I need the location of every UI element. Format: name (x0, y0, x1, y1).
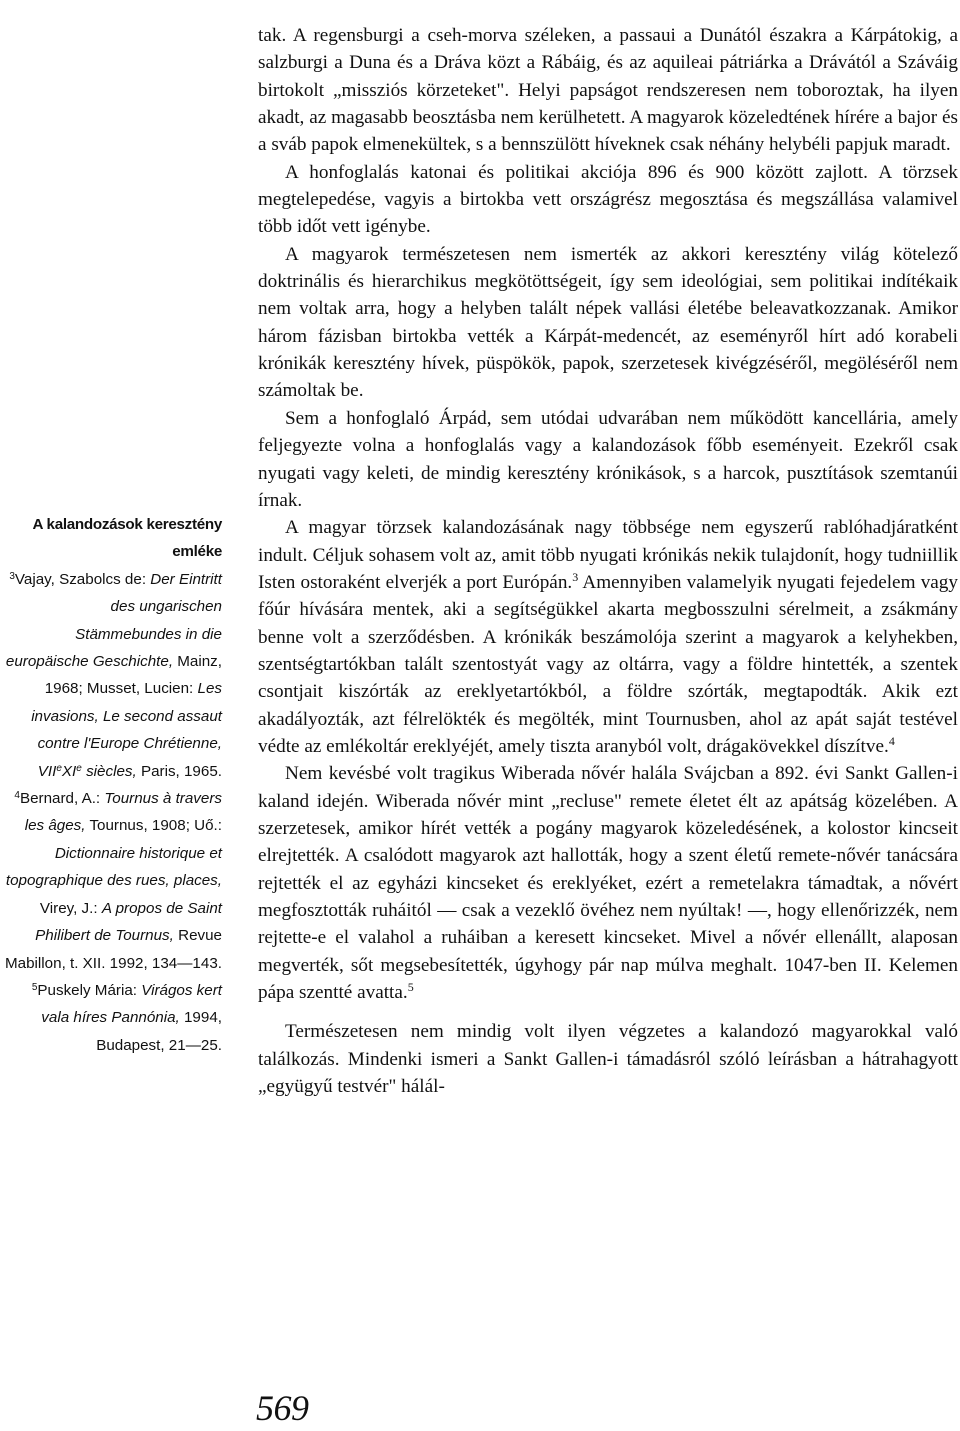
paragraph-6 (258, 760, 958, 1006)
footnote-ref: 4 (888, 733, 895, 748)
footnote-ref: 5 (407, 980, 414, 995)
text-run: Paris, 1965. (136, 762, 222, 780)
footnote-ref: e (56, 762, 62, 774)
italic-title: XI (61, 762, 77, 780)
text-run: A magyarok természetesen nem ismerték az akkori keresztény világ kötelező doktrinális és hierarchikus megkötöttségeit, így sem ideológiai, sem politikai indítékaik nem voltak arra, hogy a helyben talált népek vallási életébe beleavatkozzanak. Amikor három fázisban birtokba vették a Kárpát-medencét, az eseményről hírt adó korabeli krónikák keresztény hívek, püspökök, papok, szerzetesek kivégzéséről, megöléséről nem számoltak be. (258, 243, 958, 402)
footnote-number: 4 (14, 790, 20, 802)
footnote-5 (0, 977, 222, 1059)
paragraph-4 (258, 405, 958, 514)
text-run: Mainz, 1968; Musset, Lucien: (44, 653, 222, 698)
margin-notes (0, 0, 222, 1431)
italic-title: Dictionnaire historique et topographique des rues, places, (5, 844, 222, 890)
text-run: Virey, J.: (39, 899, 102, 917)
footnote-ref: 3 (572, 569, 579, 584)
text-run: Amennyiben valamelyik nyugati fejedelem vagy főúr hívására mentek, aki a segítségükkel akarta megbosszulni sérelmeit, a zsákmány benne volt a szerződésben. A krónikák beszámolója szerint a magyarok a kelyhekben, szentségtartókban talált szentostyát vagy az oltárra, vagy a földre hintették, a szentek csontjait kiszórták az ereklyetartókból, a földre szórták, megtapodták. Akik ezt akadályozták, azt félrelökték és megölték, mint Tournusben, ahol az apát saját testével védte az emlékoltár ereklyéjét, amely tiszta aranyból volt, drágakövekkel díszítve. (258, 571, 958, 757)
footnote-number: 3 (9, 570, 15, 582)
text-run: Tournus, 1908; Uő.: (85, 817, 222, 835)
text-run: A honfoglalás katonai és politikai akciója 896 és 900 között zajlott. A törzsek megtelepedése, vagyis a birtokba vett országrész megosztása és megszállása valamivel több időt vett igénybe. (258, 161, 958, 238)
footnotes (0, 566, 222, 1059)
body-text (258, 22, 958, 1100)
footnote-ref: e (76, 762, 82, 774)
footnote-4 (0, 785, 222, 977)
margin-heading: A kalandozások keresztény emléke (32, 516, 222, 561)
italic-title: Der Eintritt des ungarischen Stämmebundes in die europäische Geschichte, (5, 570, 222, 671)
italic-title: Virágos kert vala híres Pannónia, (41, 981, 222, 1027)
text-run: Természetesen nem mindig volt ilyen végzetes a kalandozó magyarokkal való találkozás. Mindenki ismeri a Sankt Gallen-i támadásról szóló leírásban a hátrahagyott „együgyű testvér" hálál- (258, 1021, 958, 1098)
footnote-3 (0, 566, 222, 785)
text-run: Vajay, Szabolcs de: (14, 570, 151, 588)
margin-notes-block (0, 511, 222, 1059)
text-run: Bernard, A.: (19, 790, 105, 808)
text-run: Nem kevésbé volt tragikus Wiberada nővér halála Svájcban a 892. évi Sankt Gallen-i kaland idején. Wiberada nővér mint „recluse" remete életet élt az apátság közelében. A szerzetesek, amikor hírét vették a pogány magyarok közeledésének, a kolostor kincseit elrejtették. A csalódott magyarok azt hallották, hogy a szent életű remete-nővér tanácsára rejtették el az egyházi kincseket és ereklyéket, ezért a remetelakra támadtak, a nővért megfosztották ruháitól — csak a vezeklő övéhez nem nyúltak! —, hogy ellenőrizzék, nem rejtette-e el valahol a ruháiban a keresett kincseket. Mivel a nővér ellenállt, alaposan megverték, sőt megsebesítették, úgyhogy pár nap múlva meghalt. 1047-ben II. Kelemen pápa szentté avatta. (258, 763, 958, 1004)
paragraph-3 (258, 241, 958, 405)
italic-title: Les invasions, Le second assaut contre l'Europe Chrétienne, VII (31, 680, 222, 780)
text-run: A magyar törzsek kalandozásának nagy többsége nem egyszerű rablóhadjáratként indult. Céljuk sohasem volt az, amit több nyugati krónikás nekik tulajdonít, hogy tudniillik Isten ostoraként elverjék a port Európán. (258, 517, 958, 593)
text-run: Revue Mabillon, t. XII. 1992, 134—143. (5, 927, 222, 972)
text-run: Puskely Mária: (37, 981, 142, 999)
paragraph-2 (258, 159, 958, 241)
paragraph-7 (258, 1018, 958, 1100)
paragraph-5 (258, 514, 958, 760)
text-run: tak. A regensburgi a cseh-morva széleken, a passaui a Dunától északra a Kárpátokig, a salzburgi a Duna és a Dráva közt a Rábáig, és az aquileai pátriárka a Drávától a Száváig birtokolt „missziós körzeteket". Helyi papságot rendszeresen nem toboroztak, ha ilyen akadt, az magasabb beosztásba nem kerülhetett. A magyarok közeledtének hírére a bajor és a sváb papok elmenekültek, s a bennszülött híveknek csak néhány helybéli papjuk maradt. (258, 25, 958, 156)
paragraph-1 (258, 22, 958, 159)
italic-title: siècles, (81, 762, 137, 780)
footnote-number: 5 (31, 981, 38, 993)
text-run: Sem a honfoglaló Árpád, sem utódai udvarában nem működött kancellária, amely feljegyezte volna a honfoglalás vagy a kalandozások főbb eseményeit. Ezekről csak nyugati vagy keleti, de mindig keresztény krónikások, s a harcok, pusztítások szemtanúi írnak. (258, 407, 958, 511)
italic-title: Tournus à travers les âges, (24, 790, 222, 835)
text-run: 1994, Budapest, 21—25. (96, 1009, 222, 1054)
page-number: 569 (256, 1388, 309, 1428)
italic-title: A propos de Saint Philibert de Tournus, (35, 899, 222, 945)
